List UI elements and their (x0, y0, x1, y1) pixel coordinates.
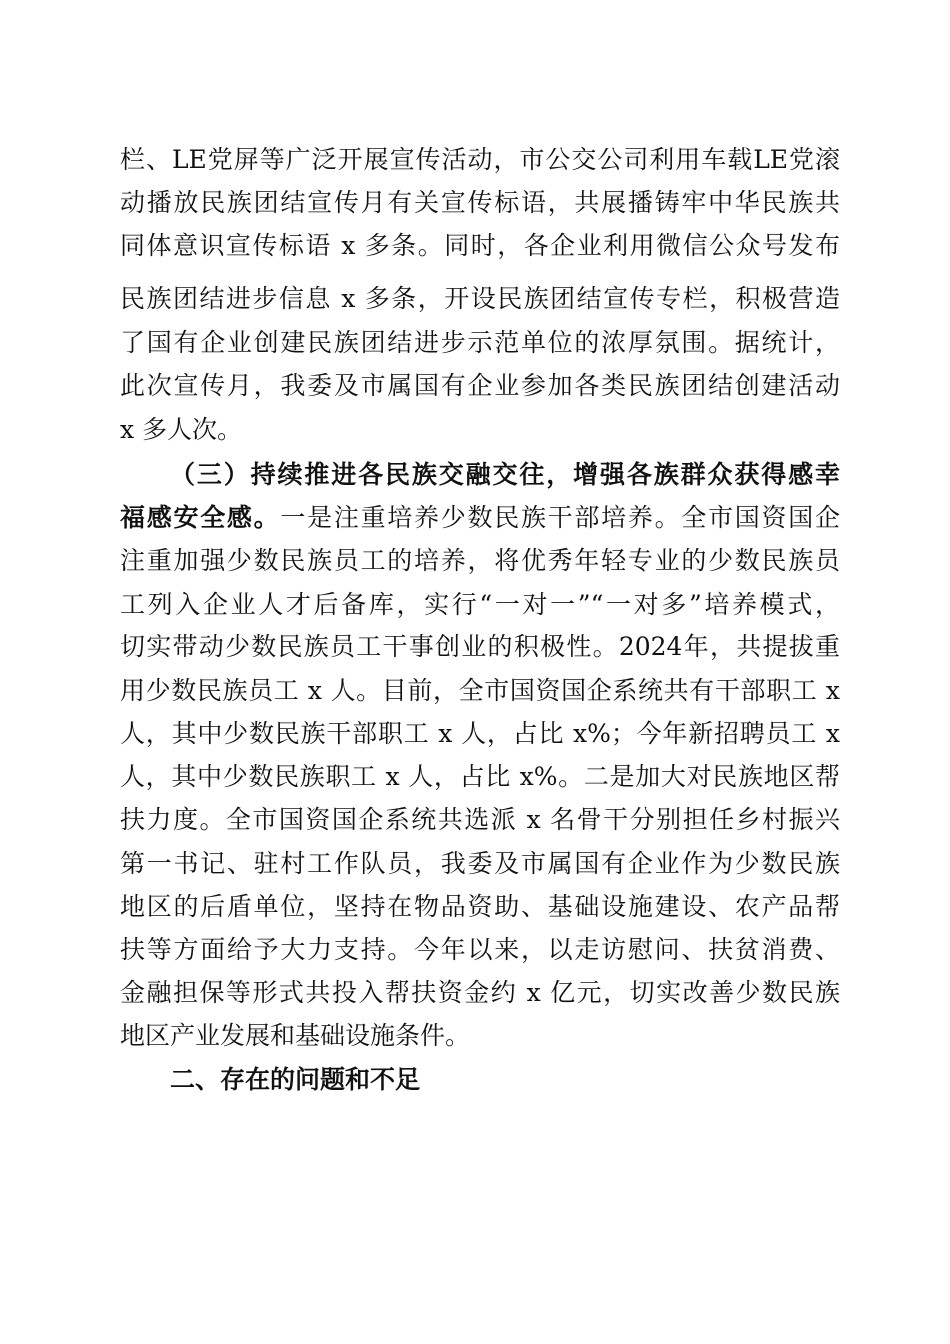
text-line: 民族团结进步信息 x 多条，开设民族团结宣传专栏，积极营造 (120, 284, 840, 313)
text-line: 切实带动少数民族员工干事创业的积极性。2024年，共提拔重 (120, 632, 840, 661)
text-line: 扶等方面给予大力支持。今年以来，以走访慰问、扶贫消费、 (120, 935, 840, 964)
subsection-title-cont: 福感安全感。 (120, 503, 281, 532)
text-line: 工列入企业人才后备库，实行“一对一”“一对多”培养模式， (120, 590, 840, 619)
text-line: x 多人次。 (120, 415, 243, 444)
text-line: 第一书记、驻村工作队员，我委及市属国有企业作为少数民族 (120, 849, 840, 878)
text-line (120, 498, 840, 538)
section-heading: 二、存在的问题和不足 (170, 1065, 421, 1094)
subsection-title: （三）持续推进各民族交融交往，增强各族群众获得感幸 (170, 460, 840, 489)
text-line: 栏、LE党屏等广泛开展宣传活动，市公交公司利用车载LE党滚 (120, 145, 840, 174)
text-line: 用少数民族员工 x 人。目前，全市国资国企系统共有干部职工 x (120, 676, 840, 705)
text-line: 地区的后盾单位，坚持在物品资助、基础设施建设、农产品帮 (120, 892, 840, 921)
text-line: 扶力度。全市国资国企系统共选派 x 名骨干分别担任乡村振兴 (120, 805, 840, 834)
text-line: 金融担保等形式共投入帮扶资金约 x 亿元，切实改善少数民族 (120, 978, 840, 1007)
text-line: 同体意识宣传标语 x 多条。同时，各企业利用微信公众号发布 (120, 231, 840, 260)
text-line: 人，其中少数民族职工 x 人，占比 x%。二是加大对民族地区帮 (120, 762, 840, 791)
text-line: 了国有企业创建民族团结进步示范单位的浓厚氛围。据统计， (120, 328, 840, 357)
text-line: 动播放民族团结宣传月有关宣传标语，共展播铸牢中华民族共 (120, 188, 840, 217)
text-line: 人，其中少数民族干部职工 x 人，占比 x%；今年新招聘员工 x (120, 719, 840, 748)
text-line: 注重加强少数民族员工的培养，将优秀年轻专业的少数民族员 (120, 546, 840, 575)
text-line: 此次宣传月，我委及市属国有企业参加各类民族团结创建活动 (120, 371, 840, 400)
text-line: 地区产业发展和基础设施条件。 (120, 1021, 471, 1050)
text-line-rest: 一是注重培养少数民族干部培养。全市国资国企 (280, 503, 840, 532)
